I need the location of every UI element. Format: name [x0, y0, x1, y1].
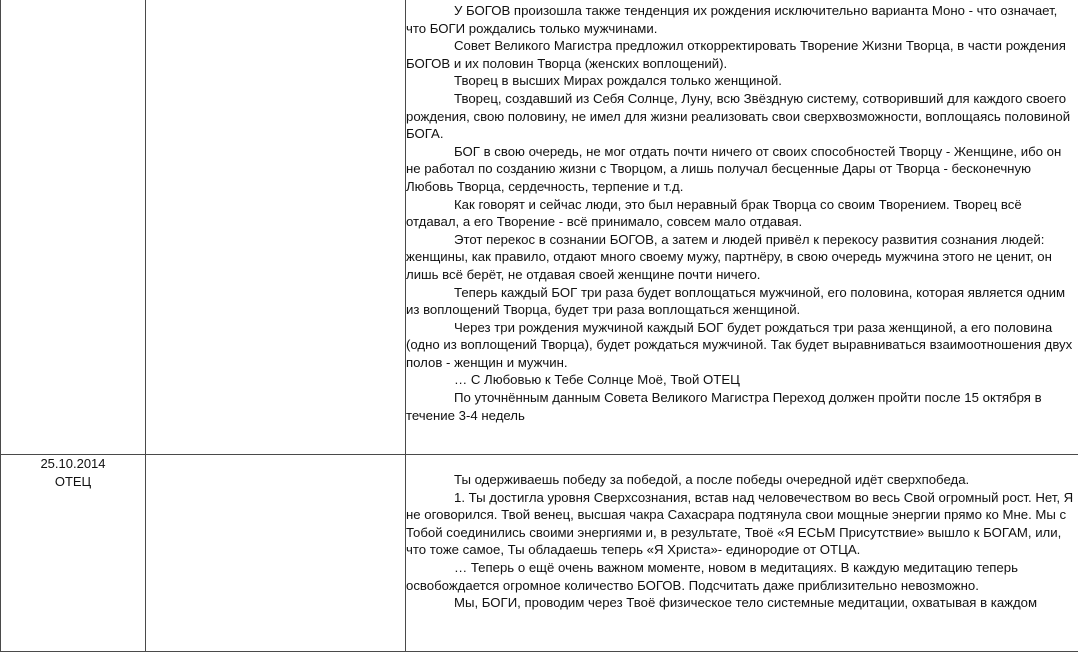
message-text-cell	[406, 0, 1078, 455]
date-cell	[1, 0, 146, 455]
paragraph: Как говорят и сейчас люди, это был неравный брак Творца со своим Творением. Творец всё отдавал, а его Творение - всё принимало, совсем мало отдавая.	[406, 196, 1078, 231]
empty-cell	[146, 455, 406, 652]
paragraph: 1. Ты достигла уровня Сверхсознания, встав над человечеством во весь Свой огромный рост. Нет, Я не оговорился. Твой венец, высшая чакра Сахасрара подтянула свои мощные энергии прямо ко Мне. Мы с Тобой соединились своими энергиями и, в результате, Твоё «Я ЕСЬМ Присутствие» вышло к БОГАМ, или, что тоже самое, Ты обладаешь теперь «Я Христа»- единородие от ОТЦА.	[406, 489, 1078, 559]
paragraph: Творец, создавший из Себя Солнце, Луну, всю Звёздную систему, сотворивший для каждого своего рождения, свою половину, не имел для жизни реализовать свои сверхвозможности, воплощаясь половиной БОГА.	[406, 90, 1078, 143]
empty-cell	[146, 0, 406, 455]
message-author: ОТЕЦ	[1, 473, 145, 491]
paragraph: Мы, БОГИ, проводим через Твоё физическое тело системные медитации, охватывая в каждом	[406, 594, 1078, 612]
table-row	[1, 455, 1078, 652]
paragraph: Теперь каждый БОГ три раза будет воплощаться мужчиной, его половина, которая является одним из воплощений Творца, будет три раза воплощаться женщиной.	[406, 284, 1078, 319]
paragraph: Ты одерживаешь победу за победой, а после победы очередной идёт сверхпобеда.	[406, 471, 1078, 489]
message-text-cell	[406, 455, 1078, 652]
date-cell	[1, 455, 146, 652]
table-row	[1, 0, 1078, 455]
message-date: 25.10.2014	[1, 455, 145, 473]
paragraph: Совет Великого Магистра предложил откорректировать Творение Жизни Творца, в части рождения БОГОВ и их половин Творца (женских воплощений).	[406, 37, 1078, 72]
paragraph: У БОГОВ произошла также тенденция их рождения исключительно варианта Моно - что означает, что БОГИ рождались только мужчинами.	[406, 2, 1078, 37]
paragraph: Творец в высших Мирах рождался только женщиной.	[406, 72, 1078, 90]
paragraph: … Теперь о ещё очень важном моменте, новом в медитациях. В каждую медитацию теперь освобождается огромное количество БОГОВ. Подсчитать даже приблизительно невозможно.	[406, 559, 1078, 594]
paragraph: Этот перекос в сознании БОГОВ, а затем и людей привёл к перекосу развития сознания людей: женщины, как правило, отдают много своему мужу, партнёру, в свою очередь мужчина этого не ценит, он лишь всё берёт, не отдавая своей женщине почти ничего.	[406, 231, 1078, 284]
paragraph: Через три рождения мужчиной каждый БОГ будет рождаться три раза женщиной, а его половина (одно из воплощений Творца), будет рождаться мужчиной. Так будет выравниваться взаимоотношения двух полов - женщин и мужчин.	[406, 319, 1078, 372]
paragraph: По уточнённым данным Совета Великого Магистра Переход должен пройти после 15 октября в течение 3-4 недель	[406, 389, 1078, 424]
signature-line: … С Любовью к Тебе Солнце Моё, Твой ОТЕЦ	[406, 371, 1078, 389]
paragraph: БОГ в свою очередь, не мог отдать почти ничего от своих способностей Творцу - Женщине, ибо он не работал по созданию жизни с Творцом, а лишь получал бесценные Дары от Творца - бесконечную Любовь Творца, сердечность, терпение и т.д.	[406, 143, 1078, 196]
